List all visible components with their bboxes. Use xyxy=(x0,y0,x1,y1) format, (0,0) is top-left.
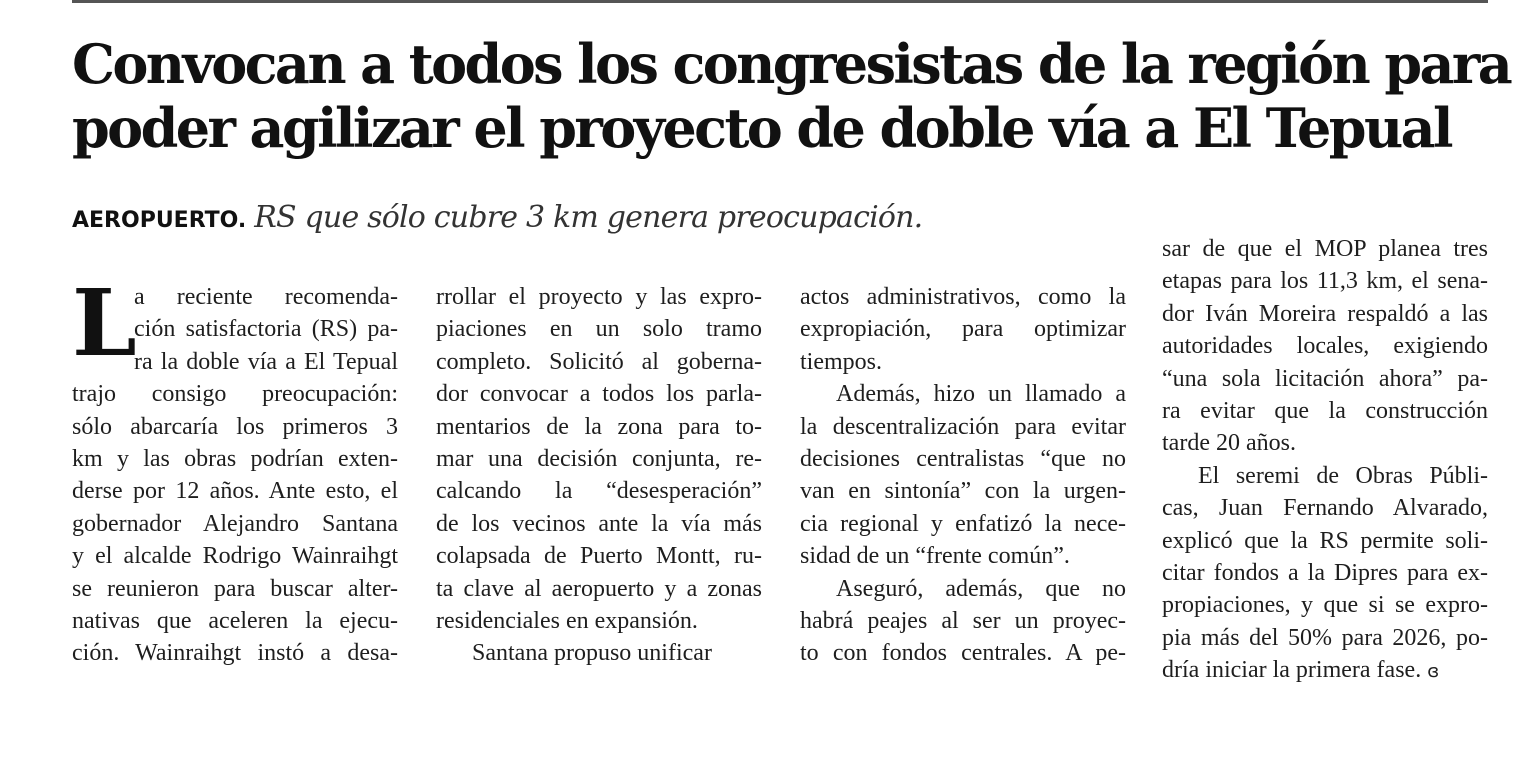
body-line: colapsada de Puerto Montt, ru- xyxy=(436,543,762,570)
body-line: tarde 20 años. xyxy=(1162,430,1296,457)
body-line: y el alcalde Rodrigo Wainraihgt xyxy=(72,543,398,570)
body-line: ra la doble vía a El Tepual xyxy=(134,348,398,375)
body-line: Santana propuso unificar xyxy=(472,640,712,667)
headline xyxy=(72,32,1511,160)
body-line: Aseguró, además, que no xyxy=(836,575,1126,602)
body-line: km y las obras podrían exten- xyxy=(72,445,398,472)
body-line: citar fondos a la Dipres para ex- xyxy=(1162,559,1488,586)
body-line: autoridades locales, exigiendo xyxy=(1162,333,1488,360)
headline-line-1: Convocan a todos los congresistas de la región para xyxy=(72,32,1511,96)
body-line: habrá peajes al ser un proyec- xyxy=(800,607,1126,634)
body-line: decisiones centralistas “que no xyxy=(800,445,1126,472)
body-line: sar de que el MOP planea tres xyxy=(1162,236,1488,262)
headline-line-2: poder agilizar el proyecto de doble vía a El Tepual xyxy=(72,96,1451,160)
body-line: Además, hizo un llamado a xyxy=(836,381,1126,408)
deck: RS que sólo cubre 3 km genera preocupación. xyxy=(254,200,923,235)
body-line: El seremi de Obras Públi- xyxy=(1198,462,1488,489)
body-line: residenciales en expansión. xyxy=(436,607,698,634)
body-line: completo. Solicitó al goberna- xyxy=(436,348,762,375)
body-line: de los vecinos ante la vía más xyxy=(436,510,762,537)
body-line: mar una decisión conjunta, re- xyxy=(436,445,762,472)
body-line: ra evitar que la construcción xyxy=(1162,397,1488,424)
body-line: sidad de un “frente común”. xyxy=(800,543,1070,570)
body-line: pia más del 50% para 2026, po- xyxy=(1162,624,1488,651)
body-line: dor convocar a todos los parla- xyxy=(436,381,762,408)
body-line: explicó que la RS permite soli- xyxy=(1162,527,1488,554)
body-line: sólo abarcaría los primeros 3 xyxy=(72,413,398,440)
column-2 xyxy=(436,281,762,670)
body-line: expropiación, para optimizar xyxy=(800,316,1126,343)
column-3 xyxy=(800,281,1126,670)
body-line: tiempos. xyxy=(800,348,882,375)
body-line: cia regional y enfatizó la nece- xyxy=(800,510,1126,537)
body-line: se reunieron para buscar alter- xyxy=(72,575,398,602)
body-line: cas, Juan Fernando Alvarado, xyxy=(1162,495,1488,522)
body-line: trajo consigo preocupación: xyxy=(72,381,398,408)
column-1 xyxy=(72,269,398,670)
body-line: actos administrativos, como la xyxy=(800,284,1126,310)
body-line: van en sintonía” con la urgen- xyxy=(800,478,1126,505)
body-line: ción satisfactoria (RS) pa- xyxy=(134,316,398,343)
body-line: dor Iván Moreira respaldó a las xyxy=(1162,300,1488,327)
body-line: calcando la “desesperación” xyxy=(436,478,762,505)
dropcap: L xyxy=(72,269,137,377)
body-line: la descentralización para evitar xyxy=(800,413,1126,440)
body-line: gobernador Alejandro Santana xyxy=(72,510,398,537)
body-line: ción. Wainraihgt instó a desa- xyxy=(72,640,398,667)
body-line: a reciente recomenda- xyxy=(134,284,398,310)
body-line: etapas para los 11,3 km, el sena- xyxy=(1162,268,1488,295)
body-line: propiaciones, y que si se expro- xyxy=(1162,592,1488,619)
body-line: piaciones en un solo tramo xyxy=(436,316,762,343)
body-line: ta clave al aeropuerto y a zonas xyxy=(436,575,762,602)
kicker: AEROPUERTO. xyxy=(72,208,247,233)
body-line: “una sola licitación ahora” pa- xyxy=(1162,365,1488,392)
top-rule xyxy=(72,0,1488,3)
body-line: to con fondos centrales. A pe- xyxy=(800,640,1126,667)
column-4 xyxy=(1162,233,1488,686)
final-line-text: dría iniciar la primera fase. xyxy=(1162,657,1422,684)
subhead xyxy=(72,200,1142,244)
body-line: nativas que aceleren la ejecu- xyxy=(72,607,398,634)
body-line-final xyxy=(1162,654,1488,686)
body-line: derse por 12 años. Ante esto, el xyxy=(72,478,398,505)
end-mark-icon: ɞ xyxy=(1427,661,1440,683)
body-line: mentarios de la zona para to- xyxy=(436,413,762,440)
body-line: rrollar el proyecto y las expro- xyxy=(436,284,762,310)
